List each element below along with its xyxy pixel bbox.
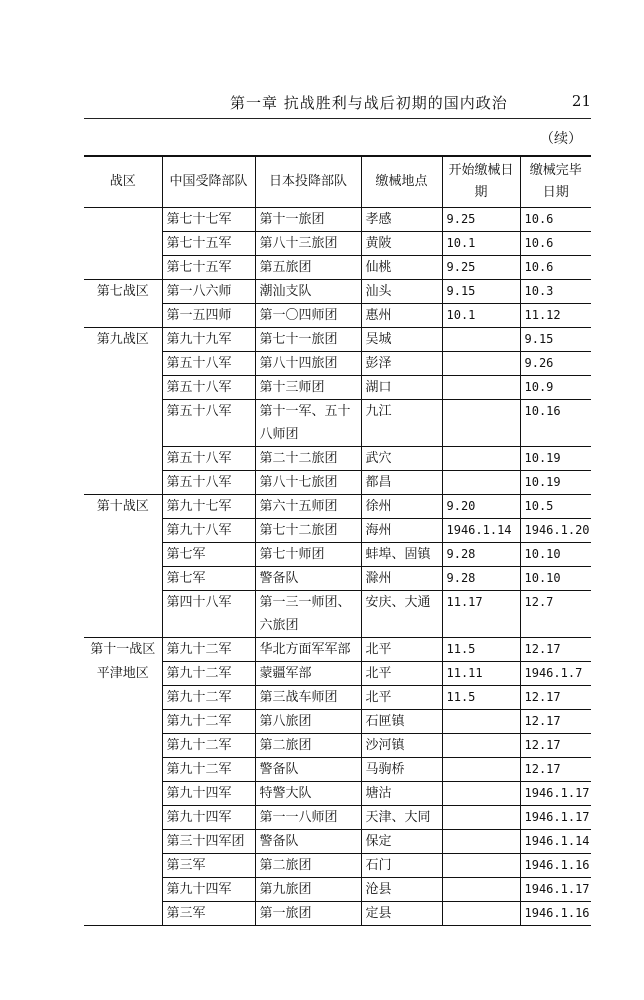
- end-date-cell: 12.7: [520, 591, 591, 638]
- table-row: [84, 232, 591, 256]
- start-date-cell: 11.17: [442, 591, 520, 638]
- start-date-cell: [442, 782, 520, 806]
- start-date-cell: [442, 328, 520, 352]
- chinese-unit-cell: 第三十四军团: [162, 830, 255, 854]
- zone-cell: [84, 734, 162, 758]
- surrender-table: [84, 155, 591, 926]
- column-header: 缴械地点: [361, 156, 442, 208]
- table-row: [84, 519, 591, 543]
- japanese-unit-cell: 警备队: [255, 830, 361, 854]
- japanese-unit-cell: 特警大队: [255, 782, 361, 806]
- end-date-cell: 10.10: [520, 567, 591, 591]
- japanese-unit-cell: 潮汕支队: [255, 280, 361, 304]
- column-header: 开始缴械日期: [442, 156, 520, 208]
- japanese-unit-cell: 蒙疆军部: [255, 662, 361, 686]
- table-row: [84, 710, 591, 734]
- chinese-unit-cell: 第五十八军: [162, 352, 255, 376]
- table-row: [84, 256, 591, 280]
- table-row: [84, 591, 591, 638]
- table-row: [84, 471, 591, 495]
- location-cell: 滁州: [361, 567, 442, 591]
- zone-cell: [84, 902, 162, 926]
- column-header: 缴械完毕日期: [520, 156, 591, 208]
- continued-label: （续）: [540, 131, 582, 147]
- start-date-cell: 9.25: [442, 256, 520, 280]
- location-cell: 塘沽: [361, 782, 442, 806]
- table-row: [84, 400, 591, 447]
- location-cell: 安庆、大通: [361, 591, 442, 638]
- zone-cell: 第九战区: [84, 328, 162, 352]
- japanese-unit-cell: 第十一军、五十八师团: [255, 400, 361, 447]
- location-cell: 北平: [361, 638, 442, 662]
- japanese-unit-cell: 第六十五师团: [255, 495, 361, 519]
- zone-cell: [84, 710, 162, 734]
- end-date-cell: 11.12: [520, 304, 591, 328]
- zone-cell: [84, 543, 162, 567]
- table-row: [84, 567, 591, 591]
- start-date-cell: 11.5: [442, 686, 520, 710]
- chinese-unit-cell: 第五十八军: [162, 376, 255, 400]
- japanese-unit-cell: 第十一旅团: [255, 208, 361, 232]
- japanese-unit-cell: 第八旅团: [255, 710, 361, 734]
- chinese-unit-cell: 第九十九军: [162, 328, 255, 352]
- zone-cell: 第十战区: [84, 495, 162, 519]
- chinese-unit-cell: 第五十八军: [162, 447, 255, 471]
- start-date-cell: 9.28: [442, 567, 520, 591]
- zone-cell: [84, 567, 162, 591]
- chinese-unit-cell: 第九十四军: [162, 878, 255, 902]
- location-cell: 黄陂: [361, 232, 442, 256]
- location-cell: 海州: [361, 519, 442, 543]
- end-date-cell: 9.15: [520, 328, 591, 352]
- location-cell: 武穴: [361, 447, 442, 471]
- location-cell: 北平: [361, 662, 442, 686]
- table-body: [84, 208, 591, 926]
- japanese-unit-cell: 第八十三旅团: [255, 232, 361, 256]
- start-date-cell: [442, 806, 520, 830]
- chinese-unit-cell: 第九十四军: [162, 806, 255, 830]
- zone-cell: [84, 686, 162, 710]
- end-date-cell: 1946.1.20: [520, 519, 591, 543]
- end-date-cell: 10.6: [520, 232, 591, 256]
- table-row: [84, 638, 591, 662]
- table-row: [84, 686, 591, 710]
- end-date-cell: 1946.1.17: [520, 806, 591, 830]
- chinese-unit-cell: 第四十八军: [162, 591, 255, 638]
- start-date-cell: [442, 854, 520, 878]
- column-header: 日本投降部队: [255, 156, 361, 208]
- column-header: 战区: [84, 156, 162, 208]
- location-cell: 彭泽: [361, 352, 442, 376]
- japanese-unit-cell: 第三战车师团: [255, 686, 361, 710]
- table-row: [84, 758, 591, 782]
- end-date-cell: 12.17: [520, 758, 591, 782]
- japanese-unit-cell: 第五旅团: [255, 256, 361, 280]
- location-cell: 沙河镇: [361, 734, 442, 758]
- table-row: [84, 878, 591, 902]
- zone-cell: [84, 400, 162, 447]
- table-row: [84, 208, 591, 232]
- end-date-cell: 12.17: [520, 710, 591, 734]
- location-cell: 蚌埠、固镇: [361, 543, 442, 567]
- table-row: [84, 447, 591, 471]
- chinese-unit-cell: 第九十二军: [162, 758, 255, 782]
- start-date-cell: 10.1: [442, 232, 520, 256]
- end-date-cell: 12.17: [520, 734, 591, 758]
- chinese-unit-cell: 第三军: [162, 854, 255, 878]
- chinese-unit-cell: 第七军: [162, 543, 255, 567]
- location-cell: 湖口: [361, 376, 442, 400]
- japanese-unit-cell: 第二旅团: [255, 734, 361, 758]
- location-cell: 都昌: [361, 471, 442, 495]
- zone-cell: 第七战区: [84, 280, 162, 304]
- chinese-unit-cell: 第一五四师: [162, 304, 255, 328]
- end-date-cell: 10.9: [520, 376, 591, 400]
- zone-cell: 第十一战区: [84, 638, 162, 662]
- location-cell: 石门: [361, 854, 442, 878]
- start-date-cell: [442, 734, 520, 758]
- japanese-unit-cell: 第七十二旅团: [255, 519, 361, 543]
- table-row: [84, 902, 591, 926]
- start-date-cell: 10.1: [442, 304, 520, 328]
- chinese-unit-cell: 第九十二军: [162, 710, 255, 734]
- table-row: [84, 782, 591, 806]
- table-row: [84, 830, 591, 854]
- chinese-unit-cell: 第五十八军: [162, 400, 255, 447]
- japanese-unit-cell: 第二旅团: [255, 854, 361, 878]
- table-row: [84, 734, 591, 758]
- start-date-cell: [442, 447, 520, 471]
- end-date-cell: 12.17: [520, 638, 591, 662]
- chinese-unit-cell: 第九十二军: [162, 686, 255, 710]
- location-cell: 沧县: [361, 878, 442, 902]
- end-date-cell: 9.26: [520, 352, 591, 376]
- japanese-unit-cell: 第八十七旅团: [255, 471, 361, 495]
- table-row: [84, 376, 591, 400]
- header-rule: [84, 118, 591, 119]
- end-date-cell: 1946.1.7: [520, 662, 591, 686]
- start-date-cell: [442, 471, 520, 495]
- zone-cell: [84, 256, 162, 280]
- japanese-unit-cell: 第一三一师团、六旅团: [255, 591, 361, 638]
- japanese-unit-cell: 第九旅团: [255, 878, 361, 902]
- location-cell: 汕头: [361, 280, 442, 304]
- chinese-unit-cell: 第七军: [162, 567, 255, 591]
- table-row: [84, 662, 591, 686]
- start-date-cell: 9.28: [442, 543, 520, 567]
- start-date-cell: 11.5: [442, 638, 520, 662]
- start-date-cell: [442, 902, 520, 926]
- end-date-cell: 10.3: [520, 280, 591, 304]
- location-cell: 保定: [361, 830, 442, 854]
- zone-cell: [84, 854, 162, 878]
- table-row: [84, 352, 591, 376]
- end-date-cell: 1946.1.17: [520, 878, 591, 902]
- end-date-cell: 10.19: [520, 471, 591, 495]
- zone-cell: 平津地区: [84, 662, 162, 686]
- zone-cell: [84, 376, 162, 400]
- japanese-unit-cell: 第一〇四师团: [255, 304, 361, 328]
- location-cell: 吴城: [361, 328, 442, 352]
- start-date-cell: [442, 376, 520, 400]
- location-cell: 定县: [361, 902, 442, 926]
- zone-cell: [84, 304, 162, 328]
- chinese-unit-cell: 第七十五军: [162, 232, 255, 256]
- table-row: [84, 806, 591, 830]
- start-date-cell: 9.15: [442, 280, 520, 304]
- chapter-title: 第一章 抗战胜利与战后初期的国内政治: [230, 94, 508, 112]
- start-date-cell: [442, 878, 520, 902]
- zone-cell: [84, 471, 162, 495]
- japanese-unit-cell: 第二十二旅团: [255, 447, 361, 471]
- start-date-cell: 9.20: [442, 495, 520, 519]
- chinese-unit-cell: 第九十二军: [162, 638, 255, 662]
- japanese-unit-cell: 第一一八师团: [255, 806, 361, 830]
- location-cell: 天津、大同: [361, 806, 442, 830]
- japanese-unit-cell: 警备队: [255, 567, 361, 591]
- chinese-unit-cell: 第九十七军: [162, 495, 255, 519]
- end-date-cell: 1946.1.16: [520, 854, 591, 878]
- end-date-cell: 1946.1.16: [520, 902, 591, 926]
- table-header-row: [84, 156, 591, 208]
- chinese-unit-cell: 第九十二军: [162, 734, 255, 758]
- end-date-cell: 10.16: [520, 400, 591, 447]
- japanese-unit-cell: 华北方面军军部: [255, 638, 361, 662]
- column-header: 中国受降部队: [162, 156, 255, 208]
- page-number: 21: [571, 92, 591, 110]
- location-cell: 石匣镇: [361, 710, 442, 734]
- location-cell: 仙桃: [361, 256, 442, 280]
- chinese-unit-cell: 第七十七军: [162, 208, 255, 232]
- table-row: [84, 304, 591, 328]
- zone-cell: [84, 352, 162, 376]
- running-header: [84, 92, 591, 116]
- zone-cell: [84, 758, 162, 782]
- location-cell: 北平: [361, 686, 442, 710]
- table-row: [84, 495, 591, 519]
- end-date-cell: 10.6: [520, 256, 591, 280]
- table-row: [84, 854, 591, 878]
- start-date-cell: [442, 352, 520, 376]
- start-date-cell: [442, 830, 520, 854]
- zone-cell: [84, 447, 162, 471]
- chinese-unit-cell: 第七十五军: [162, 256, 255, 280]
- chinese-unit-cell: 第三军: [162, 902, 255, 926]
- table-row: [84, 543, 591, 567]
- start-date-cell: [442, 710, 520, 734]
- japanese-unit-cell: 第七十一旅团: [255, 328, 361, 352]
- start-date-cell: 11.11: [442, 662, 520, 686]
- start-date-cell: [442, 400, 520, 447]
- zone-cell: [84, 878, 162, 902]
- location-cell: 马驹桥: [361, 758, 442, 782]
- japanese-unit-cell: 警备队: [255, 758, 361, 782]
- zone-cell: [84, 806, 162, 830]
- location-cell: 九江: [361, 400, 442, 447]
- japanese-unit-cell: 第十三师团: [255, 376, 361, 400]
- location-cell: 徐州: [361, 495, 442, 519]
- start-date-cell: 9.25: [442, 208, 520, 232]
- start-date-cell: 1946.1.14: [442, 519, 520, 543]
- chinese-unit-cell: 第九十八军: [162, 519, 255, 543]
- japanese-unit-cell: 第一旅团: [255, 902, 361, 926]
- zone-cell: [84, 591, 162, 638]
- end-date-cell: 10.5: [520, 495, 591, 519]
- zone-cell: [84, 830, 162, 854]
- japanese-unit-cell: 第八十四旅团: [255, 352, 361, 376]
- chinese-unit-cell: 第九十二军: [162, 662, 255, 686]
- end-date-cell: 10.10: [520, 543, 591, 567]
- end-date-cell: 1946.1.17: [520, 782, 591, 806]
- end-date-cell: 1946.1.14: [520, 830, 591, 854]
- start-date-cell: [442, 758, 520, 782]
- chinese-unit-cell: 第九十四军: [162, 782, 255, 806]
- table-row: [84, 280, 591, 304]
- location-cell: 惠州: [361, 304, 442, 328]
- chinese-unit-cell: 第五十八军: [162, 471, 255, 495]
- end-date-cell: 12.17: [520, 686, 591, 710]
- chinese-unit-cell: 第一八六师: [162, 280, 255, 304]
- location-cell: 孝感: [361, 208, 442, 232]
- zone-cell: [84, 208, 162, 232]
- japanese-unit-cell: 第七十师团: [255, 543, 361, 567]
- table-row: [84, 328, 591, 352]
- zone-cell: [84, 519, 162, 543]
- end-date-cell: 10.6: [520, 208, 591, 232]
- zone-cell: [84, 782, 162, 806]
- end-date-cell: 10.19: [520, 447, 591, 471]
- zone-cell: [84, 232, 162, 256]
